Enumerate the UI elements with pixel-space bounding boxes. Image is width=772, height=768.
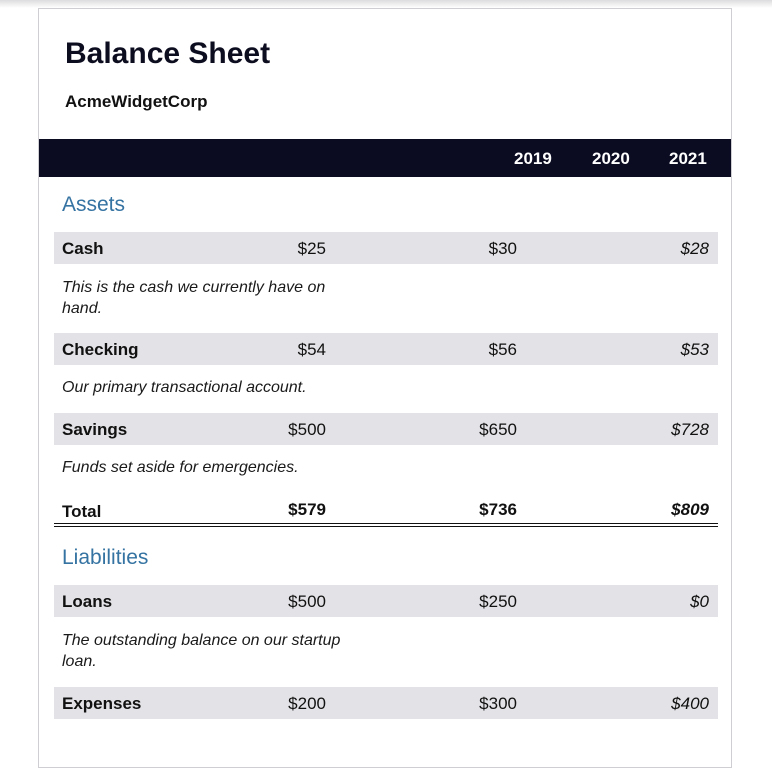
row-description: Our primary transactional account.: [62, 379, 307, 396]
row-value-2019: $500: [288, 420, 326, 439]
row-description: The outstanding balance on our startup loan.: [62, 632, 341, 670]
balance-sheet-document: [38, 8, 732, 768]
row-value-2020: $300: [479, 694, 517, 713]
table-header-bar: [39, 139, 731, 177]
row-label: Cash: [62, 239, 104, 258]
column-header-year: 2021: [669, 149, 707, 168]
row-value-2019: $500: [288, 592, 326, 611]
row-value-2021: $28: [680, 239, 709, 258]
row-value-2021: $728: [671, 420, 709, 439]
window-top-shadow: [0, 0, 772, 8]
page-title: Balance Sheet: [65, 37, 271, 70]
row-value-2020: $650: [479, 420, 517, 439]
column-header-year: 2019: [514, 149, 552, 168]
total-label: Total: [62, 502, 102, 521]
row-value-2021: $53: [680, 340, 709, 359]
row-value-2021: $0: [690, 592, 709, 611]
row-label: Checking: [62, 340, 139, 359]
row-description: Funds set aside for emergencies.: [62, 459, 299, 476]
section-title-assets: Assets: [62, 193, 126, 216]
row-value-2020: $30: [488, 239, 517, 258]
column-header-year: 2020: [592, 149, 630, 168]
row-value-2019: $200: [288, 694, 326, 713]
row-value-2019: $54: [297, 340, 326, 359]
row-label: Savings: [62, 420, 128, 439]
section-title-liabilities: Liabilities: [62, 546, 149, 569]
table-row-expenses: [54, 687, 718, 719]
row-value-2020: $250: [479, 592, 517, 611]
table-row-checking: [54, 333, 718, 365]
row-description: This is the cash we currently have on hand.: [62, 279, 326, 317]
total-value-2021: $809: [671, 500, 709, 519]
company-name: AcmeWidgetCorp: [65, 92, 208, 111]
total-value-2020: $736: [479, 500, 517, 519]
row-value-2020: $56: [488, 340, 517, 359]
table-row-cash: [54, 232, 718, 264]
row-value-2021: $400: [671, 694, 709, 713]
table-row-total: [54, 495, 718, 527]
row-label: Expenses: [62, 694, 142, 713]
row-label: Loans: [62, 592, 113, 611]
row-value-2019: $25: [297, 239, 326, 258]
table-row-loans: [54, 585, 718, 617]
total-value-2019: $579: [288, 500, 326, 519]
table-row-savings: [54, 413, 718, 445]
